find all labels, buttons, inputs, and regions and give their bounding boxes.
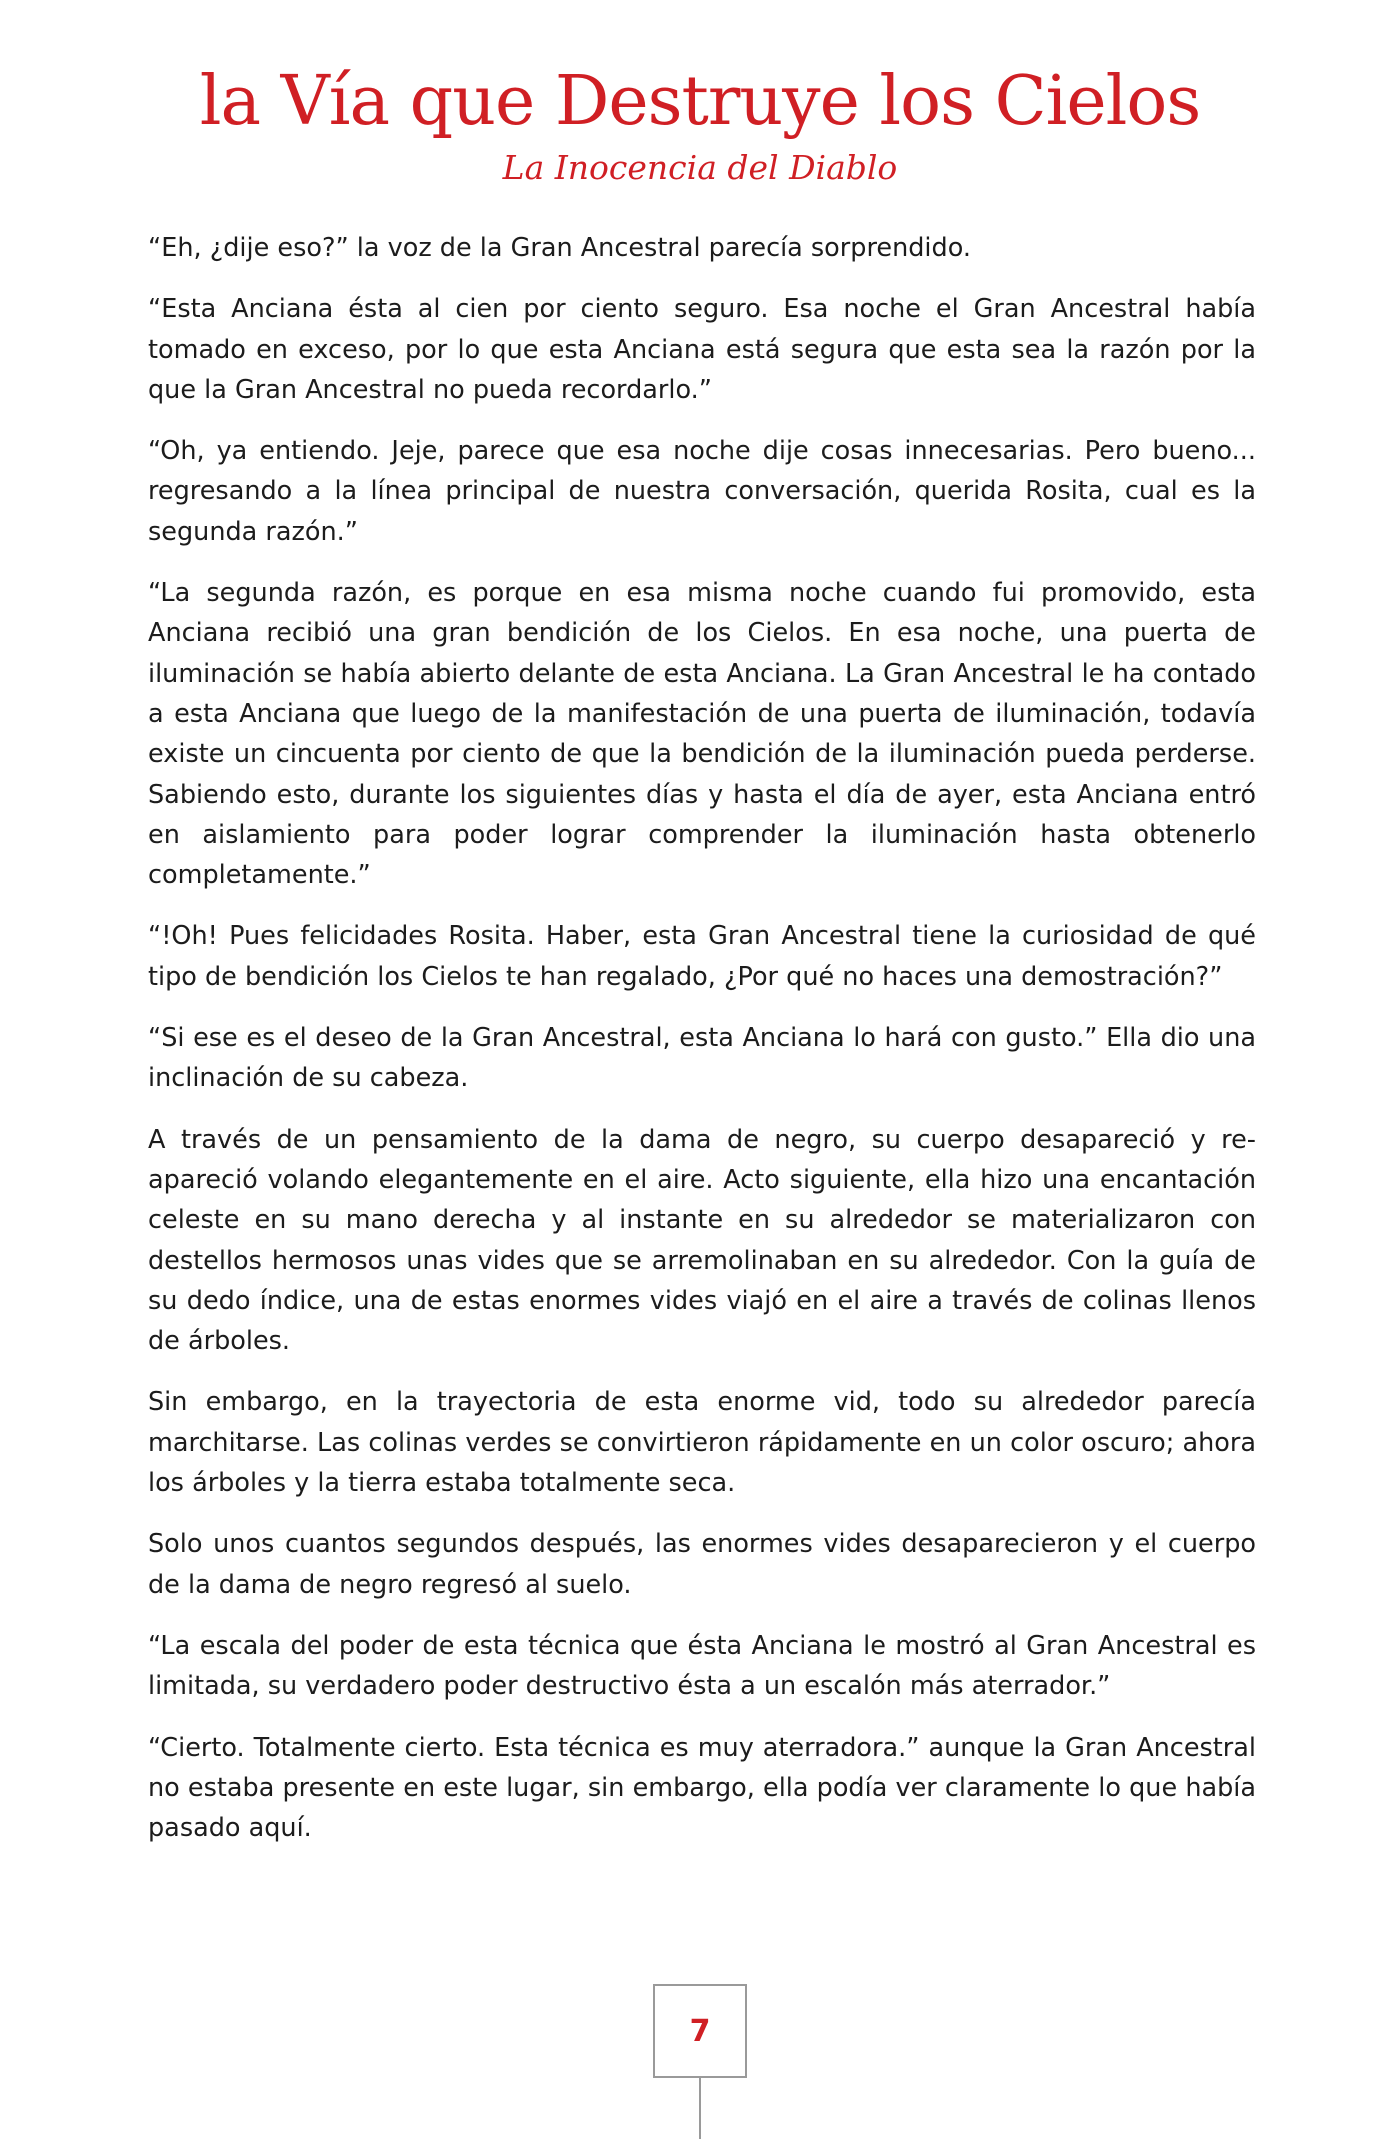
paragraph: “Esta Anciana ésta al cien por ciento seguro. Esa noche el Gran Ancestral había tomado en exceso, por lo que esta Anciana está segura que esta sea la razón por la que la Gran Ancestral no pueda recordarlo.” [148,294,1256,405]
paragraph: “Eh, ¿dije eso?” la voz de la Gran Ancestral parecía sorprendido. [148,233,971,263]
paragraph: Solo unos cuantos segundos después, las enormes vides desaparecieron y el cuerpo de la dama de negro regresó al suelo. [148,1529,1256,1600]
paragraph: A través de un pensamiento de la dama de negro, su cuerpo desapareció y re-apareció volando elegantemente en el aire. Acto siguiente, ella hizo una encantación celeste en su mano derecha y al instante en su alrededor se materializaron con destellos hermosos unas vides que se arremolinaban en su alrededor. Con la guía de su dedo índice, una de estas enormes vides viajó en el aire a través de colinas llenos de árboles. [148,1124,1256,1357]
paragraph: Sin embargo, en la trayectoria de esta enorme vid, todo su alrededor parecía marchitarse. Las colinas verdes se convirtieron rápidamente en un color oscuro; ahora los árboles y la tierra estaba totalmente seca. [148,1387,1256,1499]
paragraph: “!Oh! Pues felicidades Rosita. Haber, esta Gran Ancestral tiene la curiosidad de qué tipo de bendición los Cielos te han regalado, ¿Por qué no haces una demostración?” [148,921,1256,992]
paragraph: “Cierto. Totalmente cierto. Esta técnica es muy aterradora.” aunque la Gran Ancestral no estaba presente en este lugar, sin embargo, ella podía ver claramente lo que había pasado aquí. [148,1732,1256,1844]
page-number-box [653,1984,747,2078]
page-header [0,62,1400,188]
book-title: la Vía que Destruye los Cielos [199,62,1201,141]
book-subtitle: La Inocencia del Diablo [502,148,898,187]
page-number-connector-line [699,2078,701,2139]
body-text [148,228,1256,1869]
paragraph: “Si ese es el deseo de la Gran Ancestral, esta Anciana lo hará con gusto.” Ella dio una inclinación de su cabeza. [148,1023,1256,1094]
paragraph: “La segunda razón, es porque en esa misma noche cuando fui promovido, esta Anciana recibió una gran bendición de los Cielos. En esa noche, una puerta de iluminación se había abierto delante de esta Anciana. La Gran Ancestral le ha contado a esta Anciana que luego de la manifestación de una puerta de iluminación, todavía existe un cincuenta por ciento de que la bendición de la iluminación pueda perderse. Sabiendo esto, durante los siguientes días y hasta el día de ayer, esta Anciana entró en aislamiento para poder lograr comprender la iluminación hasta obtenerlo completamente.” [148,578,1256,891]
paragraph: “La escala del poder de esta técnica que ésta Anciana le mostró al Gran Ancestral es limitada, su verdadero poder destructivo ésta a un escalón más aterrador.” [148,1630,1256,1702]
page-number: 7 [689,2013,711,2049]
paragraph: “Oh, ya entiendo. Jeje, parece que esa noche dije cosas innecesarias. Pero bueno... regresando a la línea principal de nuestra conversación, querida Rosita, cual es la segunda razón.” [148,436,1256,547]
